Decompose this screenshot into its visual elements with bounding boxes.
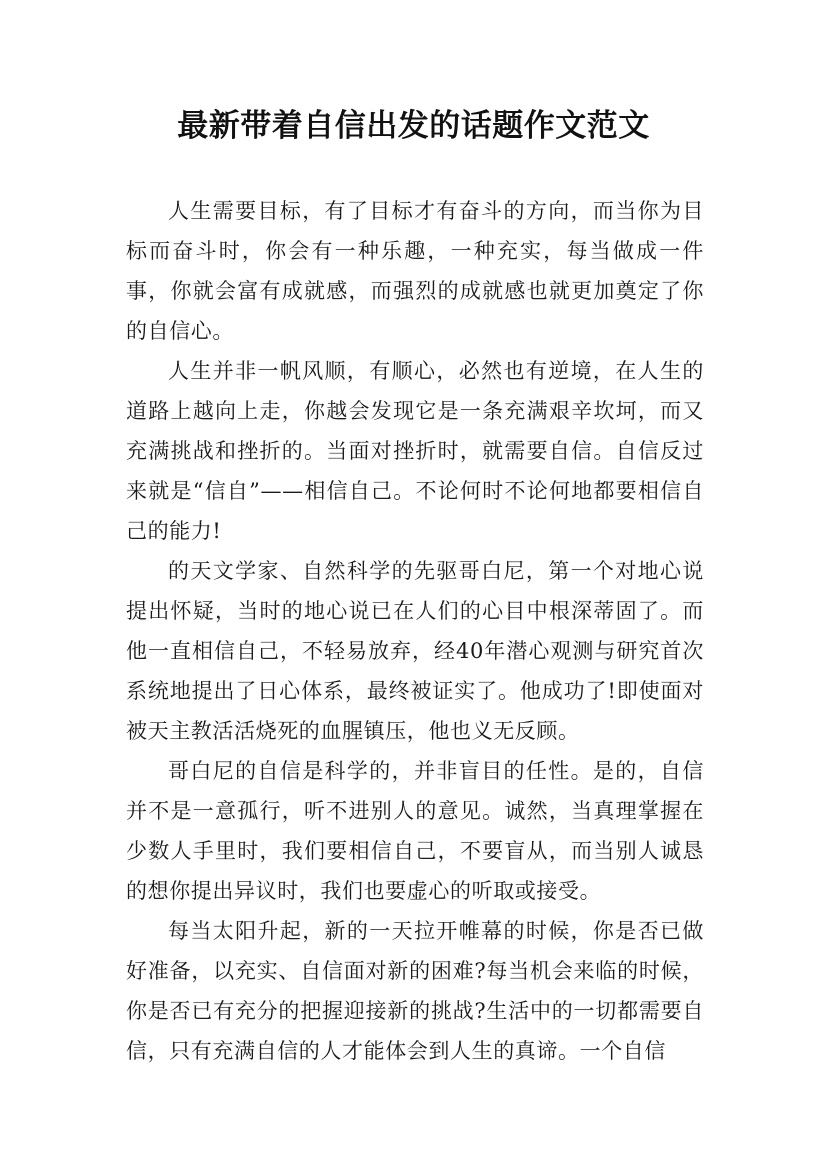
paragraph: 人生需要目标，有了目标才有奋斗的方向，而当你为目标而奋斗时，你会有一种乐趣，一种充实，每当做成一件事，你就会富有成就感，而强烈的成就感也就更加奠定了你的自信心。 (126, 199, 704, 343)
paragraph: 人生并非一帆风顺，有顺心，必然也有逆境，在人生的道路上越向上走，你越会发现它是一条充满艰辛坎坷，而又充满挑战和挫折的。当面对挫折时，就需要自信。自信反过来就是“信自”——相信自己。不论何时不论何地都要相信自己的能力! (126, 359, 704, 543)
document-title: 最新带着自信出发的话题作文范文 (177, 108, 650, 144)
paragraph: 的天文学家、自然科学的先驱哥白尼，第一个对地心说提出怀疑，当时的地心说已在人们的心目中根深蒂固了。而他一直相信自己，不轻易放弃，经40年潜心观测与研究首次系统地提出了日心体系，最终被证实了。他成功了!即使面对被天主教活活烧死的血腥镇压，他也义无反顾。 (126, 559, 704, 743)
paragraph: 哥白尼的自信是科学的，并非盲目的任性。是的，自信并不是一意孤行，听不进别人的意见。诚然，当真理掌握在少数人手里时，我们要相信自己，不要盲从，而当别人诚恳的想你提出异议时，我们也要虚心的听取或接受。 (126, 759, 704, 903)
paragraph: 每当太阳升起，新的一天拉开帷幕的时候，你是否已做好准备，以充实、自信面对新的困难?每当机会来临的时候，你是否已有充分的把握迎接新的挑战?生活中的一切都需要自信，只有充满自信的人才能体会到人生的真谛。一个自信 (126, 919, 704, 1063)
document-body (126, 191, 704, 1071)
